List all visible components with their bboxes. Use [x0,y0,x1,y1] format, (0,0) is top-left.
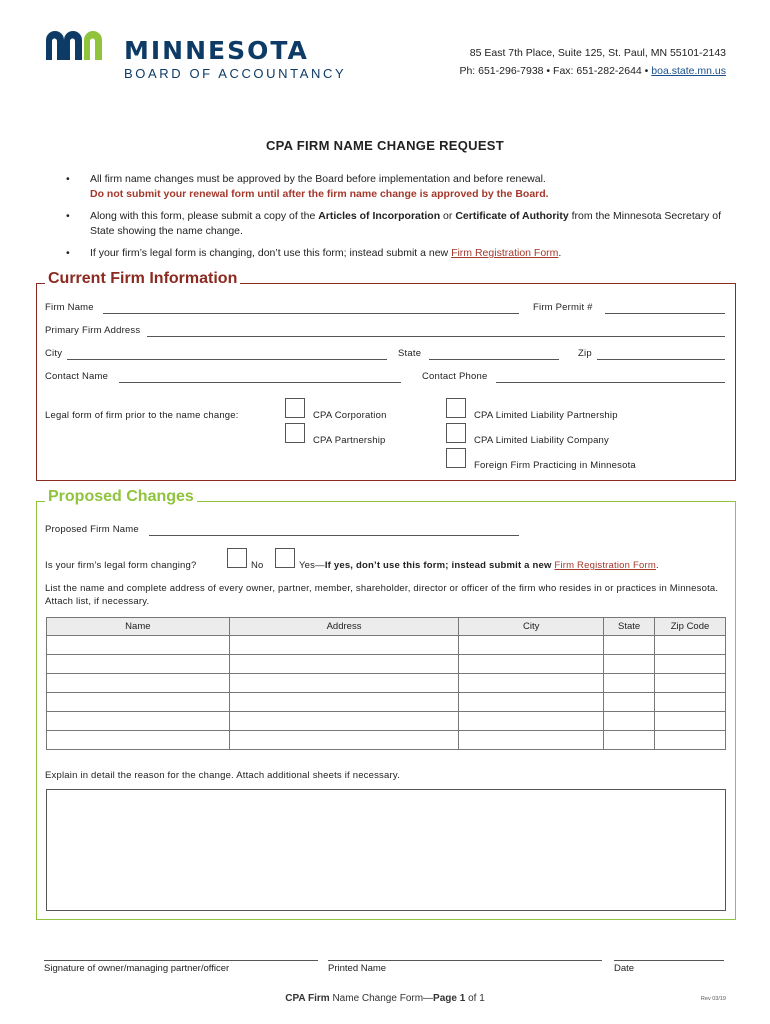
llc-label: CPA Limited Liability Company [474,435,609,446]
owner-city-cell[interactable] [459,693,604,712]
articles-text: Articles of Incorporation [318,210,441,222]
printed-name-line[interactable] [328,960,602,961]
instruction-text: or [440,210,456,222]
owner-list-instruction: List the name and complete address of every owner, partner, member, shareholder, director or officer of the firm who resides in or practices in Minnesota. Attach list, if necessary. [45,583,719,607]
state-label: State [398,348,422,359]
firm-permit-field[interactable] [605,313,725,314]
contact-phone-label: Contact Phone [422,371,488,382]
city-field[interactable] [67,359,387,360]
owner-address-cell[interactable] [229,655,459,674]
owner-name-cell[interactable] [47,712,230,731]
legal-form-changing-label: Is your firm’s legal form changing? [45,560,197,571]
contact-block [459,44,726,80]
date-line[interactable] [614,960,724,961]
owner-state-cell[interactable] [604,693,655,712]
instruction-item [66,209,726,239]
phone-fax-line [459,62,726,80]
owner-name-cell[interactable] [47,693,230,712]
date-label: Date [614,963,635,974]
certificate-text: Certificate of Authority [455,210,569,222]
owner-name-cell[interactable] [47,674,230,693]
owner-city-cell[interactable] [459,731,604,750]
contact-name-field[interactable] [119,382,401,383]
section-title: Current Firm Information [45,270,240,288]
instruction-text: If your firm’s legal form is changing, don’t use this form; instead submit a new [90,247,452,259]
owner-state-cell[interactable] [604,655,655,674]
owner-address-cell[interactable] [229,636,459,655]
yes-end: . [655,560,659,571]
llp-label: CPA Limited Liability Partnership [474,410,618,421]
logo-wordmark: MINNESOTA [124,36,309,65]
owner-zip-cell[interactable] [655,636,726,655]
column-header-state: State [604,618,655,636]
table-row [47,636,726,655]
instruction-item [66,246,726,261]
llp-checkbox[interactable] [446,398,466,418]
printed-name-label: Printed Name [328,963,387,974]
zip-field[interactable] [597,359,725,360]
owners-table [46,617,726,750]
instruction-text: . [558,247,562,259]
yes-label [299,560,659,571]
owner-address-cell[interactable] [229,693,459,712]
instructions-list [66,172,726,268]
yes-checkbox[interactable] [275,548,295,568]
minnesota-m-icon [44,30,112,60]
owner-zip-cell[interactable] [655,655,726,674]
owner-city-cell[interactable] [459,712,604,731]
state-field[interactable] [429,359,559,360]
table-row [47,731,726,750]
instruction-text: • All firm name changes must be approved by the Board before implementation and before renewal. [90,173,546,185]
section-title: Proposed Changes [45,488,197,506]
contact-name-label: Contact Name [45,371,109,382]
owner-address-cell[interactable] [229,674,459,693]
firm-name-label: Firm Name [45,302,94,313]
street-address: 85 East 7th Place, Suite 125, St. Paul, MN 55101-2143 [469,47,726,59]
page-header [0,0,770,100]
corporation-checkbox[interactable] [285,398,305,418]
firm-registration-link[interactable]: Firm Registration Form [451,247,559,259]
yes-prefix: Yes— [299,560,325,571]
table-header-row [47,618,726,636]
column-header-city: City [459,618,604,636]
form-title: CPA FIRM NAME CHANGE REQUEST [265,138,505,153]
footer-page-total: of 1 [465,993,485,1004]
partnership-checkbox[interactable] [285,423,305,443]
footer-form-type: CPA Firm [285,993,330,1004]
firm-registration-link[interactable]: Firm Registration Form [554,560,656,571]
owner-city-cell[interactable] [459,674,604,693]
owner-state-cell[interactable] [604,674,655,693]
page-footer [0,993,770,1004]
legal-form-prompt: Legal form of firm prior to the name change: [45,410,239,421]
reason-textarea[interactable] [46,789,726,911]
city-label: City [45,348,63,359]
firm-name-field[interactable] [103,313,519,314]
revision-date: Rev 03/19 [700,996,726,1002]
column-header-zip: Zip Code [655,618,726,636]
yes-warning: If yes, don’t use this form; instead submit a new [324,560,555,571]
owner-address-cell[interactable] [229,731,459,750]
board-logo [44,30,347,81]
footer-page: Page 1 [433,993,466,1004]
contact-phone-field[interactable] [496,382,725,383]
phone-fax-text: Ph: 651-296-7938 • Fax: 651-282-2644 • [459,65,652,77]
table-row [47,693,726,712]
current-firm-section [36,270,736,481]
owner-name-cell[interactable] [47,655,230,674]
table-row [47,655,726,674]
instruction-text: Along with this form, please submit a copy of the [90,210,319,222]
website-link[interactable]: boa.state.mn.us [651,65,726,77]
owner-name-cell[interactable] [47,731,230,750]
owner-zip-cell[interactable] [655,693,726,712]
owner-state-cell[interactable] [604,712,655,731]
foreign-firm-label: Foreign Firm Practicing in Minnesota [474,460,636,471]
owner-name-cell[interactable] [47,636,230,655]
table-row [47,674,726,693]
corporation-label: CPA Corporation [313,410,387,421]
instruction-warning: Do not submit your renewal form until after the firm name change is approved by the Board. [90,188,549,200]
owner-zip-cell[interactable] [655,674,726,693]
owner-state-cell[interactable] [604,731,655,750]
owner-state-cell[interactable] [604,636,655,655]
signature-label: Signature of owner/managing partner/officer [44,963,230,974]
reason-prompt: Explain in detail the reason for the change. Attach additional sheets if necessary. [45,770,400,781]
column-header-address: Address [229,618,459,636]
owner-zip-cell[interactable] [655,712,726,731]
instruction-item [66,172,726,202]
instruction-text: from the Minnesota Secretary of State showing the name change. [90,210,722,237]
signature-line[interactable] [44,960,318,961]
table-row [47,712,726,731]
owner-zip-cell[interactable] [655,731,726,750]
primary-address-label: Primary Firm Address [45,325,141,336]
owner-address-cell[interactable] [229,712,459,731]
firm-permit-label: Firm Permit # [533,302,593,313]
partnership-label: CPA Partnership [313,435,386,446]
owner-city-cell[interactable] [459,655,604,674]
proposed-changes-section [36,488,736,920]
foreign-firm-checkbox[interactable] [446,448,466,468]
llc-checkbox[interactable] [446,423,466,443]
footer-form-name: Name Change Form— [329,993,434,1004]
no-label: No [251,560,264,571]
primary-address-field[interactable] [147,336,725,337]
no-checkbox[interactable] [227,548,247,568]
proposed-name-field[interactable] [149,535,519,536]
logo-subtitle: BOARD OF ACCOUNTANCY [124,66,347,81]
owner-city-cell[interactable] [459,636,604,655]
zip-label: Zip [578,348,592,359]
proposed-name-label: Proposed Firm Name [45,524,139,535]
column-header-name: Name [47,618,230,636]
